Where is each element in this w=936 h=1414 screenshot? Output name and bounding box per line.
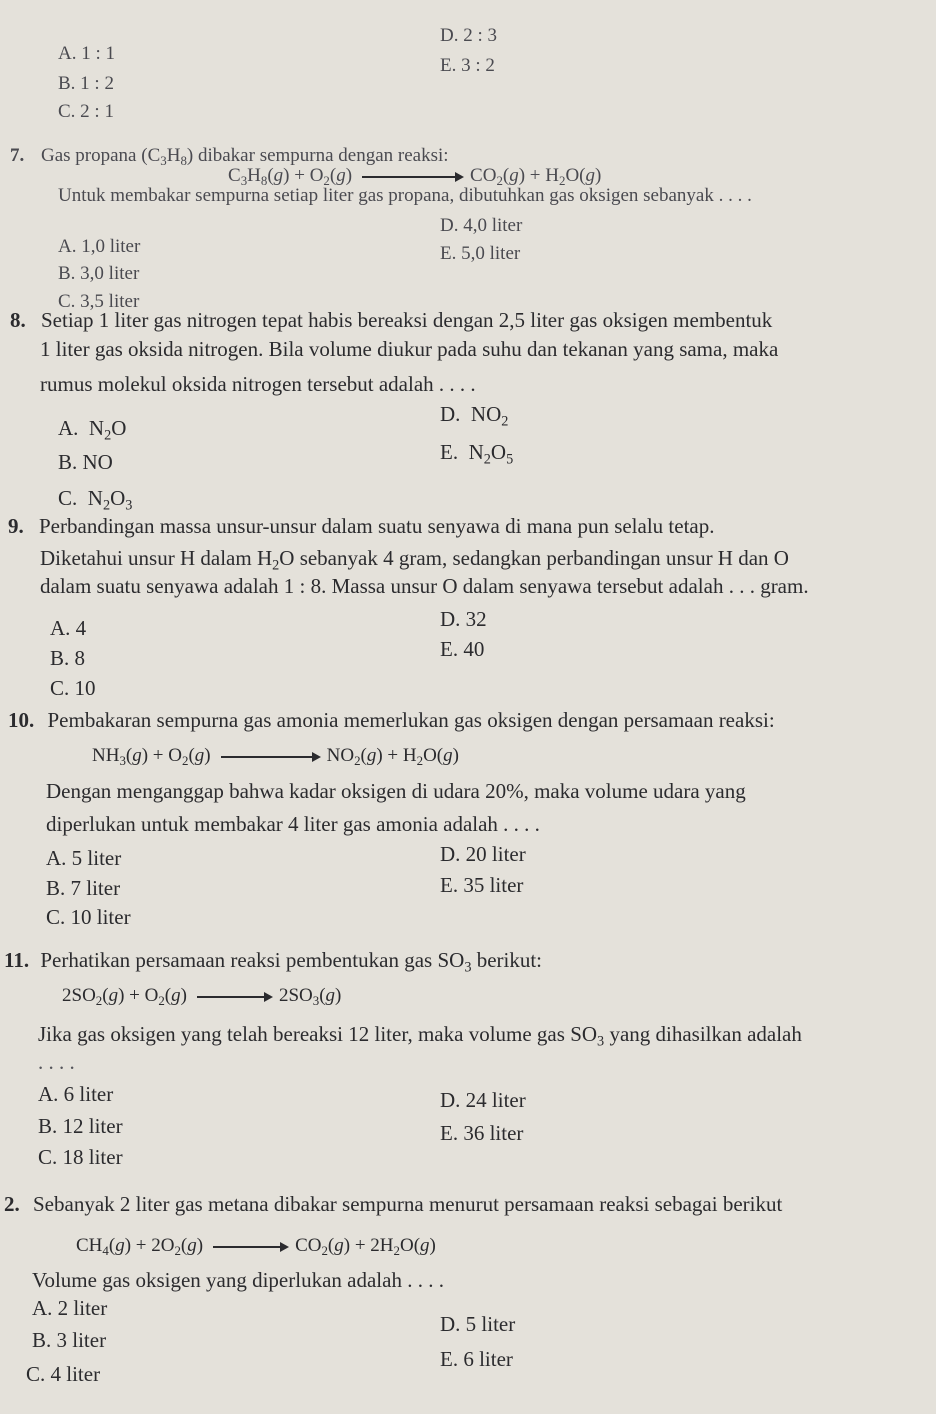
q7-stem	[10, 145, 449, 168]
q8-option-c[interactable]: C. $N_2O_3$	[58, 486, 133, 514]
q11-text-1b: berikut:	[476, 948, 543, 972]
q6-option-e[interactable]: E. 3 : 2	[440, 55, 495, 76]
q7-option-c[interactable]: C. 3,5 liter	[58, 291, 140, 312]
q8-option-b[interactable]: B. NO	[58, 450, 113, 474]
q8-option-c-letter: C.	[58, 486, 78, 510]
q12-line-1	[4, 1194, 782, 1215]
q8-number: 8.	[10, 308, 26, 332]
q10-option-e[interactable]: E. 35 liter	[440, 873, 524, 897]
q8-option-e[interactable]: E. $N_2O_5$	[440, 440, 514, 468]
q11-option-d[interactable]: D. 24 liter	[440, 1088, 526, 1112]
q8-line-3: rumus molekul oksida nitrogen tersebut adalah . . . .	[40, 372, 476, 396]
q12-option-e[interactable]: E. 6 liter	[440, 1347, 513, 1371]
q7-option-a[interactable]: A. 1,0 liter	[58, 236, 141, 257]
q12-line-2: Volume gas oksigen yang diperlukan adalah . . . .	[32, 1268, 444, 1292]
q10-option-d[interactable]: D. 20 liter	[440, 842, 526, 866]
q12-option-b[interactable]: B. 3 liter	[32, 1328, 107, 1352]
q11-option-e[interactable]: E. 36 liter	[440, 1121, 524, 1145]
q9-line-1	[8, 516, 715, 537]
q11-text-1a: Perhatikan persamaan reaksi pembentukan gas	[40, 948, 433, 972]
q10-equation: $NH_3(g) + O_2(g) NO_2(g) + H_2O(g)$	[92, 745, 459, 768]
q11-option-b[interactable]: B. 12 liter	[38, 1114, 123, 1138]
q7-option-e[interactable]: E. 5,0 liter	[440, 243, 521, 264]
q7-formula: $(C_3H_8)$	[141, 145, 194, 168]
q8-option-e-letter: E.	[440, 440, 459, 464]
q12-number: 2.	[4, 1192, 20, 1216]
q11-text-2b: yang dihasilkan adalah	[609, 1022, 802, 1046]
q6-option-c[interactable]: C. 2 : 1	[58, 101, 114, 122]
q9-text-2a: Diketahui unsur H dalam	[40, 546, 252, 570]
q10-line-1	[8, 710, 775, 731]
q11-option-a[interactable]: A. 6 liter	[38, 1082, 114, 1106]
q9-number: 9.	[8, 514, 24, 538]
q11-number: 11.	[4, 948, 30, 972]
q9-text-1: Perbandingan massa unsur-unsur dalam suatu senyawa di mana pun selalu tetap.	[39, 514, 715, 538]
q10-option-a[interactable]: A. 5 liter	[46, 846, 122, 870]
q8-option-a-letter: A.	[58, 416, 79, 440]
q10-option-c[interactable]: C. 10 liter	[46, 905, 131, 929]
q7-option-b[interactable]: B. 3,0 liter	[58, 263, 140, 284]
q10-number: 10.	[8, 708, 35, 732]
q6-option-d[interactable]: D. 2 : 3	[440, 25, 497, 46]
q7-question: Untuk membakar sempurna setiap liter gas propana, dibutuhkan gas oksigen sebanyak . . . .	[58, 185, 752, 206]
q7-option-d[interactable]: D. 4,0 liter	[440, 215, 523, 236]
q9-line-2: Diketahui unsur H dalam $H_2O$ sebanyak 4 gram, sedangkan perbandingan unsur H dan O	[40, 546, 789, 574]
q10-option-b[interactable]: B. 7 liter	[46, 876, 121, 900]
q8-text-1: Setiap 1 liter gas nitrogen tepat habis bereaksi dengan 2,5 liter gas oksigen membentuk	[41, 308, 773, 332]
q10-text-1: Pembakaran sempurna gas amonia memerlukan gas oksigen dengan persamaan reaksi:	[47, 708, 775, 732]
q9-text-2b: sebanyak 4 gram, sedangkan perbandingan unsur H dan O	[299, 546, 789, 570]
q12-option-c[interactable]: C. 4 liter	[26, 1362, 101, 1386]
q7-lead: Gas propana	[41, 145, 137, 166]
q6-option-b[interactable]: B. 1 : 2	[58, 73, 114, 94]
q9-option-e[interactable]: E. 40	[440, 637, 485, 661]
q8-option-d-letter: D.	[440, 402, 461, 426]
q11-line-1: 11. Perhatikan persamaan reaksi pembentukan gas $SO_3$ berikut:	[4, 948, 543, 976]
q12-option-a[interactable]: A. 2 liter	[32, 1296, 108, 1320]
q10-line-3: diperlukan untuk membakar 4 liter gas amonia adalah . . . .	[46, 812, 540, 836]
q11-option-c[interactable]: C. 18 liter	[38, 1145, 123, 1169]
q8-line-2: 1 liter gas oksida nitrogen. Bila volume diukur pada suhu dan tekanan yang sama, maka	[40, 337, 779, 361]
q8-option-a[interactable]: A. $N_2O$	[58, 416, 127, 444]
q9-option-c[interactable]: C. 10	[50, 676, 96, 700]
q7-tail: dibakar sempurna dengan reaksi:	[197, 145, 449, 166]
q12-equation: $CH_4(g) + 2O_2(g) CO_2(g) + 2H_2O(g)$	[76, 1235, 436, 1258]
q9-option-b[interactable]: B. 8	[50, 646, 86, 670]
q6-option-a[interactable]: A. 1 : 1	[58, 43, 115, 64]
q11-line-2: Jika gas oksigen yang telah bereaksi 12 liter, maka volume gas $SO_3$ yang dihasilkan adalah	[38, 1022, 802, 1050]
q9-option-a[interactable]: A. 4	[50, 616, 87, 640]
q9-option-d[interactable]: D. 32	[440, 607, 487, 631]
q12-option-d[interactable]: D. 5 liter	[440, 1312, 516, 1336]
q10-line-2: Dengan menganggap bahwa kadar oksigen di udara 20%, maka volume udara yang	[46, 779, 746, 803]
q11-line-3: . . . .	[38, 1050, 75, 1074]
q7-number: 7.	[10, 145, 25, 166]
q12-text-1: Sebanyak 2 liter gas metana dibakar sempurna menurut persamaan reaksi sebagai berikut	[33, 1192, 783, 1216]
q8-line-1	[10, 310, 772, 331]
q9-line-3: dalam suatu senyawa adalah 1 : 8. Massa unsur O dalam senyawa tersebut adalah . . . gram.	[40, 574, 809, 598]
q8-option-d[interactable]: D. $NO_2$	[440, 402, 509, 430]
q7-equation: $C_3H_8(g) + O_2(g) CO_2(g) + H_2O(g)$	[228, 165, 602, 188]
q11-equation: $2SO_2(g) + O_2(g)$ $2SO_3(g)$	[62, 985, 342, 1008]
q11-text-2a: Jika gas oksigen yang telah bereaksi 12 liter, maka volume gas	[38, 1022, 565, 1046]
